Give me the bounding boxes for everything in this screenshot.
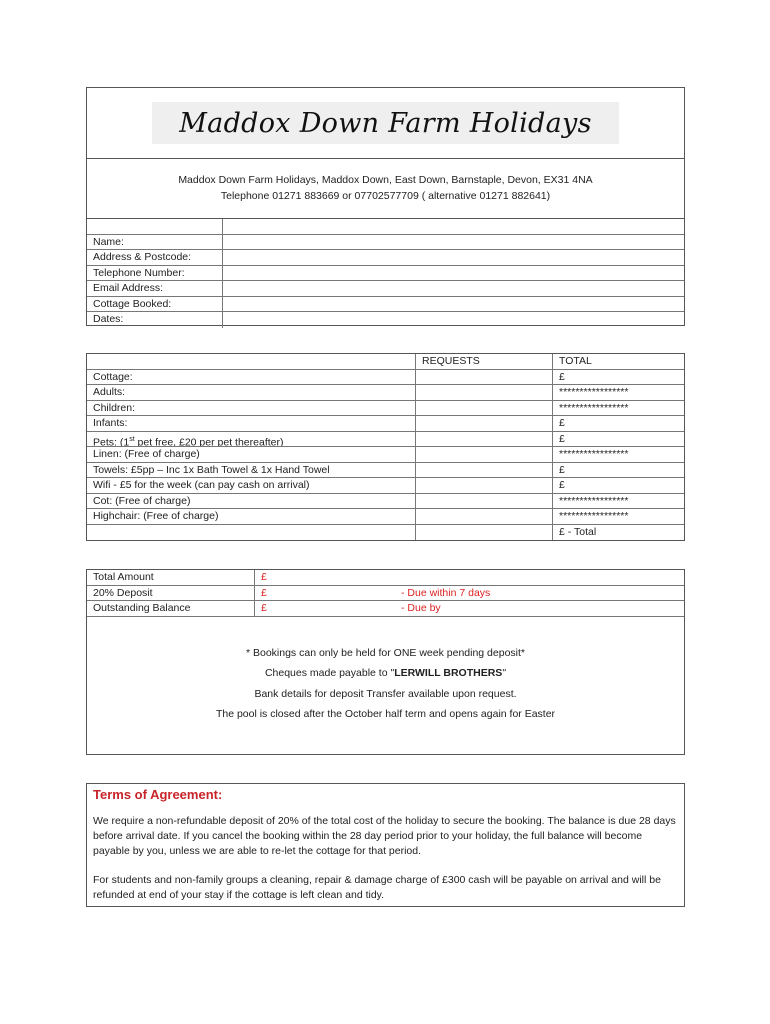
note-cheques xyxy=(87,663,684,684)
request-item-adults: Adults: xyxy=(87,385,415,401)
column-header-requests: REQUESTS xyxy=(415,354,552,370)
logo: Maddox Down Farm Holidays xyxy=(152,102,619,144)
field-value-cottage[interactable] xyxy=(222,297,684,313)
request-item-wifi: Wifi - £5 for the week (can pay cash on arrival) xyxy=(87,478,415,494)
request-item-highchair: Highchair: (Free of charge) xyxy=(87,509,415,525)
spacer-cell xyxy=(87,219,222,235)
total-cell: ***************** xyxy=(552,494,684,510)
request-item-infants: Infants: xyxy=(87,416,415,432)
terms-cleaning-paragraph: For students and non-family groups a cleaning, repair & damage charge of £300 cash will be payable on arrival and will be refunded at end of your stay if the cottage is left clean and tidy. xyxy=(93,874,661,901)
request-cell[interactable] xyxy=(415,509,552,525)
address-block xyxy=(87,159,684,219)
requests-table xyxy=(86,353,685,541)
terms-title: Terms of Agreement: xyxy=(93,787,223,802)
deposit-label: 20% Deposit xyxy=(87,586,255,602)
pets-label-post: pet free, £20 per pet thereafter) xyxy=(134,436,284,447)
balance-note: - Due by xyxy=(395,601,684,617)
request-cell[interactable] xyxy=(415,525,552,541)
balance-value[interactable]: £ xyxy=(255,601,395,617)
field-value-email[interactable] xyxy=(222,281,684,297)
request-item-cot: Cot: (Free of charge) xyxy=(87,494,415,510)
pets-label-sup: st xyxy=(129,435,135,443)
field-label-dates: Dates: xyxy=(93,313,124,325)
customer-details-table xyxy=(87,219,684,328)
total-cell: £ xyxy=(552,416,684,432)
header-blank-cell xyxy=(87,354,415,370)
request-item-linen: Linen: (Free of charge) xyxy=(87,447,415,463)
total-cell: £ xyxy=(552,463,684,479)
total-cell: £ xyxy=(552,432,684,448)
payee-name: LERWILL BROTHERS xyxy=(394,667,503,679)
terms-section xyxy=(86,783,685,907)
deposit-note: - Due within 7 days xyxy=(395,586,684,602)
request-cell[interactable] xyxy=(415,463,552,479)
request-cell[interactable] xyxy=(415,385,552,401)
total-cell: ***************** xyxy=(552,385,684,401)
total-cell: ***************** xyxy=(552,509,684,525)
grand-total-cell: £ - Total xyxy=(552,525,684,541)
telephone-line: Telephone 01271 883669 or 07702577709 ( alternative 01271 882641) xyxy=(220,189,551,202)
request-cell[interactable] xyxy=(415,494,552,510)
spacer-value-cell xyxy=(222,219,684,235)
address-line: Maddox Down Farm Holidays, Maddox Down, East Down, Barnstaple, Devon, EX31 4NA xyxy=(178,174,593,186)
balance-label: Outstanding Balance xyxy=(87,601,255,617)
note-bank-details: Bank details for deposit Transfer available upon request. xyxy=(254,687,517,700)
request-cell[interactable] xyxy=(415,401,552,417)
booking-notes xyxy=(87,617,684,725)
deposit-value[interactable]: £ xyxy=(255,586,395,602)
request-cell[interactable] xyxy=(415,432,552,448)
booking-header-section xyxy=(86,87,685,326)
cheques-pre: Cheques made payable to " xyxy=(264,667,395,679)
request-cell[interactable] xyxy=(415,370,552,386)
total-amount-note xyxy=(395,570,684,586)
total-amount-value[interactable]: £ xyxy=(255,570,395,586)
total-cell: ***************** xyxy=(552,401,684,417)
terms-deposit-paragraph: We require a non-refundable deposit of 20% of the total cost of the holiday to secure the booking. The balance is due 28 days before arrival date. If you cancel the booking within the 28 day period prior to your holiday, the full balance will become payable by you, unless we are able to re-let the cottage for that period. xyxy=(93,815,676,857)
totals-section xyxy=(86,569,685,755)
field-label-email: Email Address: xyxy=(87,281,222,297)
note-pool: The pool is closed after the October half term and opens again for Easter xyxy=(215,708,556,720)
note-booking-hold: * Bookings can only be held for ONE week pending deposit* xyxy=(245,646,525,659)
total-amount-label: Total Amount xyxy=(87,570,255,586)
total-cell: ***************** xyxy=(552,447,684,463)
cheques-post: " xyxy=(502,667,507,679)
request-item-children: Children: xyxy=(87,401,415,417)
field-label-name: Name: xyxy=(87,235,222,251)
request-item-cottage: Cottage: xyxy=(87,370,415,386)
request-cell[interactable] xyxy=(415,478,552,494)
pets-label-pre: Pets: (1 xyxy=(93,436,130,447)
request-cell[interactable] xyxy=(415,416,552,432)
request-item-pets xyxy=(87,432,415,448)
field-label-address: Address & Postcode: xyxy=(87,250,222,266)
field-label-cottage: Cottage Booked: xyxy=(87,297,222,313)
field-label-telephone: Telephone Number: xyxy=(87,266,222,282)
request-item-towels: Towels: £5pp – Inc 1x Bath Towel & 1x Hand Towel xyxy=(87,463,415,479)
field-value-telephone[interactable] xyxy=(222,266,684,282)
logo-row xyxy=(87,88,684,159)
column-header-total: TOTAL xyxy=(552,354,684,370)
total-cell: £ xyxy=(552,370,684,386)
request-item-blank xyxy=(87,525,415,541)
field-value-dates[interactable] xyxy=(222,312,684,328)
total-cell: £ xyxy=(552,478,684,494)
field-value-address[interactable] xyxy=(222,250,684,266)
field-value-name[interactable] xyxy=(222,235,684,251)
request-cell[interactable] xyxy=(415,447,552,463)
